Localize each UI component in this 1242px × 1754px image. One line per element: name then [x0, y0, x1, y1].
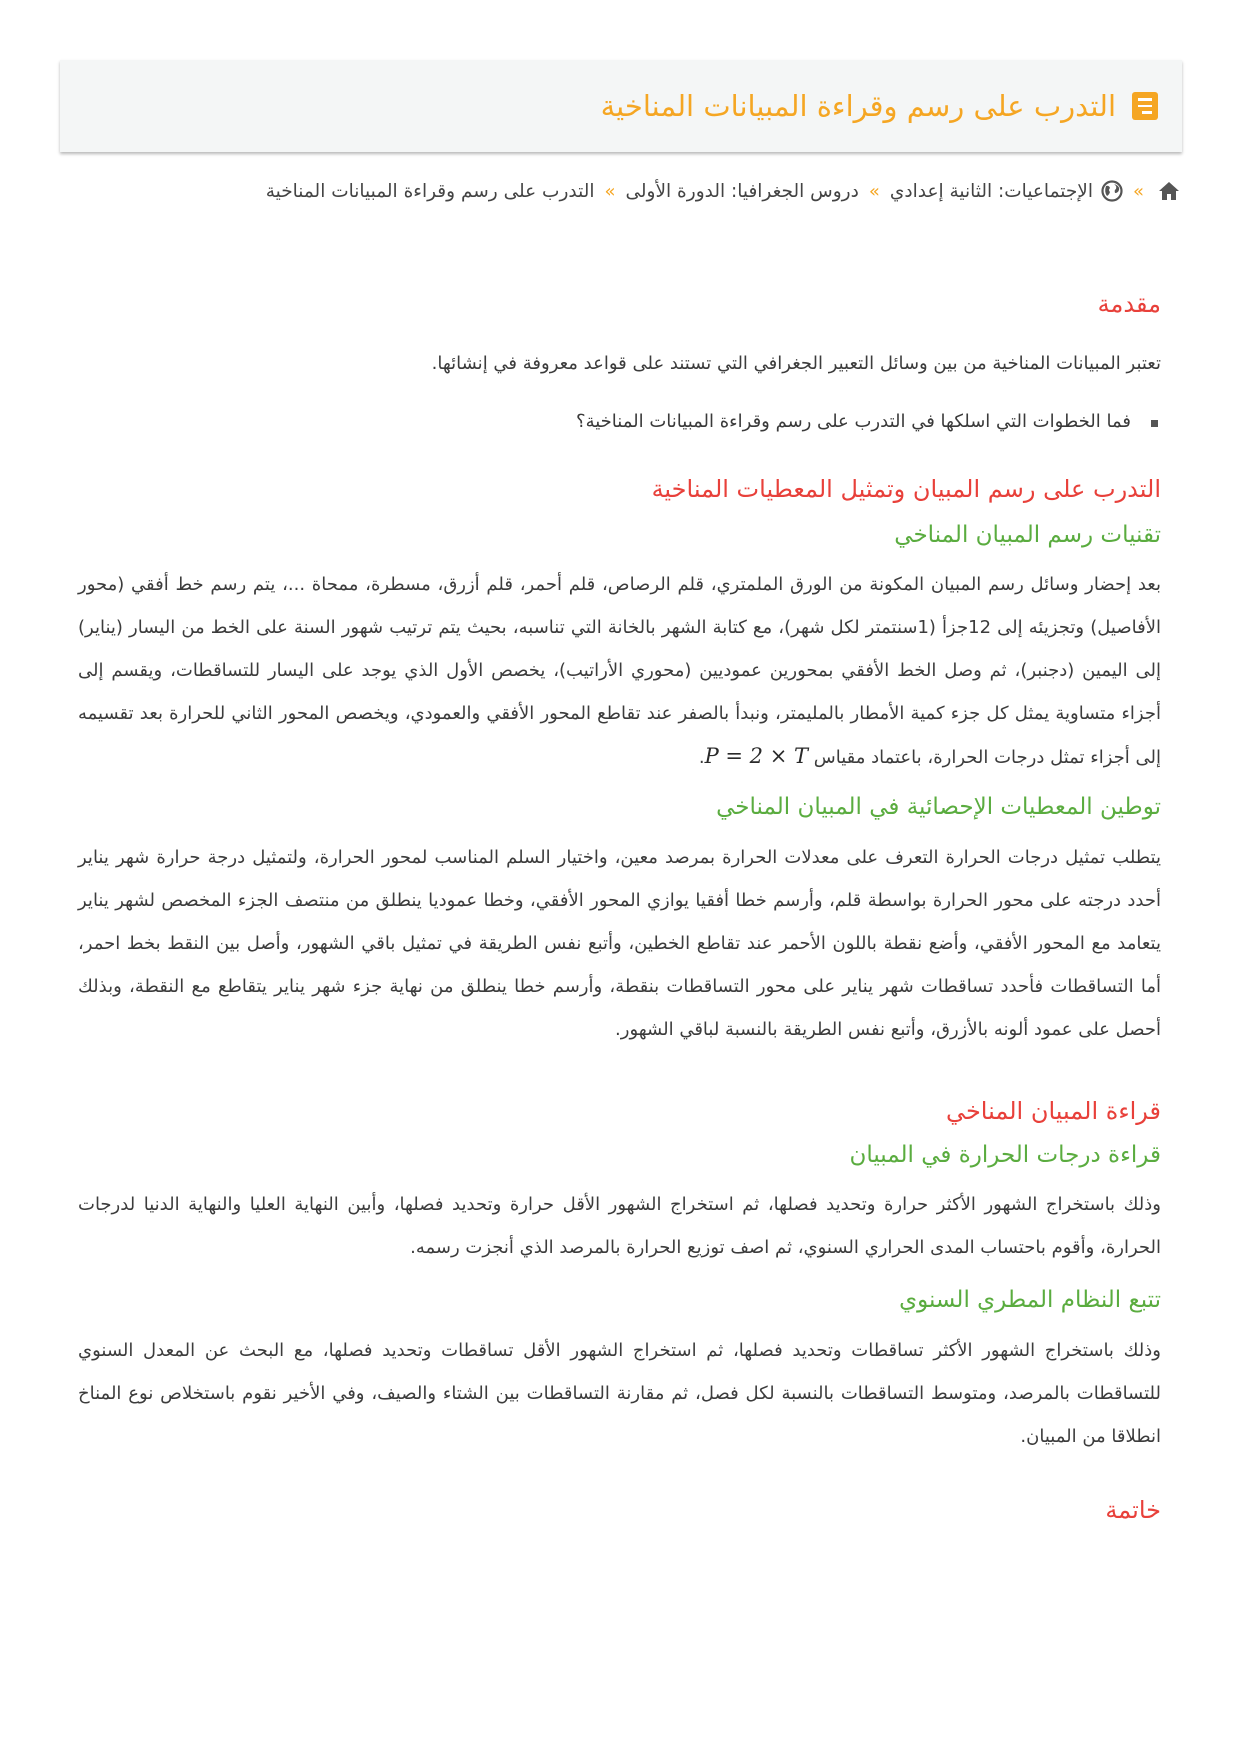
globe-icon: [1101, 180, 1123, 202]
section1-sub2-heading: توطين المعطيات الإحصائية في المبيان المناخي: [716, 794, 1161, 821]
home-icon[interactable]: [1158, 181, 1180, 201]
page-title: التدرب على رسم وقراءة المبيانات المناخية: [600, 89, 1116, 123]
section1-heading: التدرب على رسم المبيان وتمثيل المعطيات المناخية: [651, 474, 1161, 503]
breadcrumb-separator: »: [604, 180, 616, 202]
breadcrumb-item-unit[interactable]: دروس الجغرافيا: الدورة الأولى: [625, 180, 859, 202]
formula-end: .: [698, 747, 705, 769]
intro-list: [78, 407, 1161, 437]
breadcrumb-item-subject[interactable]: الإجتماعيات: الثانية إعدادي: [889, 180, 1093, 202]
section2-sub1-paragraph: وذلك باستخراج الشهور الأكثر حرارة وتحديد فصلها، ثم استخراج الشهور الأقل حرارة وتحديد فصلها، وأبين النهاية العليا والنهاية الدنيا لدرجات الحرارة، وأقوم باحتساب المدى الحراري السنوي، ثم اصف توزيع الحرارة بالمرصد الذي أنجزت رسمه.: [78, 1194, 1161, 1259]
section1-sub1-heading: تقنيات رسم المبيان المناخي: [894, 521, 1161, 548]
paragraph-text: بعد إحضار وسائل رسم المبيان المكونة من الورق الملمتري، قلم الرصاص، قلم أحمر، قلم أزرق، مسطرة، ممحاة ...، يتم رسم خط أفقي (محور الأفاصيل) وتجزيئه إلى 12جزأ (1سنتمتر لكل شهر)، مع كتابة الشهر بالخانة التي تناسبه، بحيث يتم ترتيب شهور السنة على الخط من اليسار (يناير) إلى اليمين (دجنبر)، ثم وصل الخط الأفقي بمحورين عموديين (محوري الأراتيب)، يخصص الأول الذي يوجد على اليسار للتساقطات، ويقسم إلى أجزاء متساوية يمثل كل جزء كمية الأمطار بالمليمتر، ونبدأ بالصفر عند تقاطع المحور الأفقي والعمودي، ويخصص المحور الثاني للحرارة بعد تقسيمه إلى أجزاء تمثل درجات الحرارة، باعتماد مقياس: [78, 574, 1161, 769]
section1-sub1-paragraph: [78, 563, 1161, 779]
page-header: [60, 60, 1182, 152]
section2-heading: قراءة المبيان المناخي: [945, 1096, 1161, 1125]
section2-sub2-heading: تتبع النظام المطري السنوي: [899, 1287, 1161, 1314]
document-icon: [1132, 92, 1158, 120]
scale-formula: P = 2 × T: [704, 744, 808, 769]
intro-heading: مقدمة: [1097, 290, 1161, 318]
section2-sub1-heading: قراءة درجات الحرارة في المبيان: [849, 1141, 1161, 1168]
section1-sub2-paragraph: يتطلب تمثيل درجات الحرارة التعرف على معدلات الحرارة بمرصد معين، واختيار السلم المناسب لمحور الحرارة، ولتمثيل درجة حرارة شهر يناير أحدد درجته على محور الحرارة بواسطة قلم، وأرسم خطا أفقيا يوازي المحور الأفقي، وخطا عموديا ينطلق من منتصف الجزء المخصص لشهر يناير يتعامد مع المحور الأفقي، وأضع نقطة باللون الأحمر عند تقاطع الخطين، وأتبع نفس الطريقة في تمثيل باقي الشهور، وأصل بين النقط بخط احمر، أما التساقطات فأحدد تساقطات شهر يناير على محور التساقطات بنقطة، وأرسم خطا ينطلق من نهاية جزء شهر يناير يتقاطع مع النقطة، وبذلك أحصل على عمود ألونه بالأزرق، وأتبع نفس الطريقة بالنسبة لباقي الشهور.: [78, 846, 1161, 1040]
breadcrumb-separator: »: [868, 180, 880, 202]
list-item: فما الخطوات التي اسلكها في التدرب على رسم وقراءة المبيانات المناخية؟: [78, 407, 1161, 437]
breadcrumb: [58, 175, 1182, 207]
breadcrumb-separator: »: [1132, 180, 1144, 202]
conclusion-heading: خاتمة: [1105, 1495, 1161, 1524]
article-content: [78, 290, 1161, 1525]
breadcrumb-item-current: التدرب على رسم وقراءة المبيانات المناخية: [265, 180, 595, 202]
intro-paragraph: تعتبر المبيانات المناخية من بين وسائل التعبير الجغرافي التي تستند على قواعد معروفة في إنشائها.: [431, 352, 1161, 374]
section2-sub2-paragraph: وذلك باستخراج الشهور الأكثر تساقطات وتحديد فصلها، ثم استخراج الشهور الأقل تساقطات وتحديد فصلها، مع البحث عن المعدل السنوي للتساقطات بالمرصد، ومتوسط التساقطات بالنسبة لكل فصل، ثم مقارنة التساقطات بين الشتاء والصيف، وفي الأخير نقوم باستخلاص نوع المناخ انطلاقا من المبيان.: [78, 1339, 1161, 1447]
